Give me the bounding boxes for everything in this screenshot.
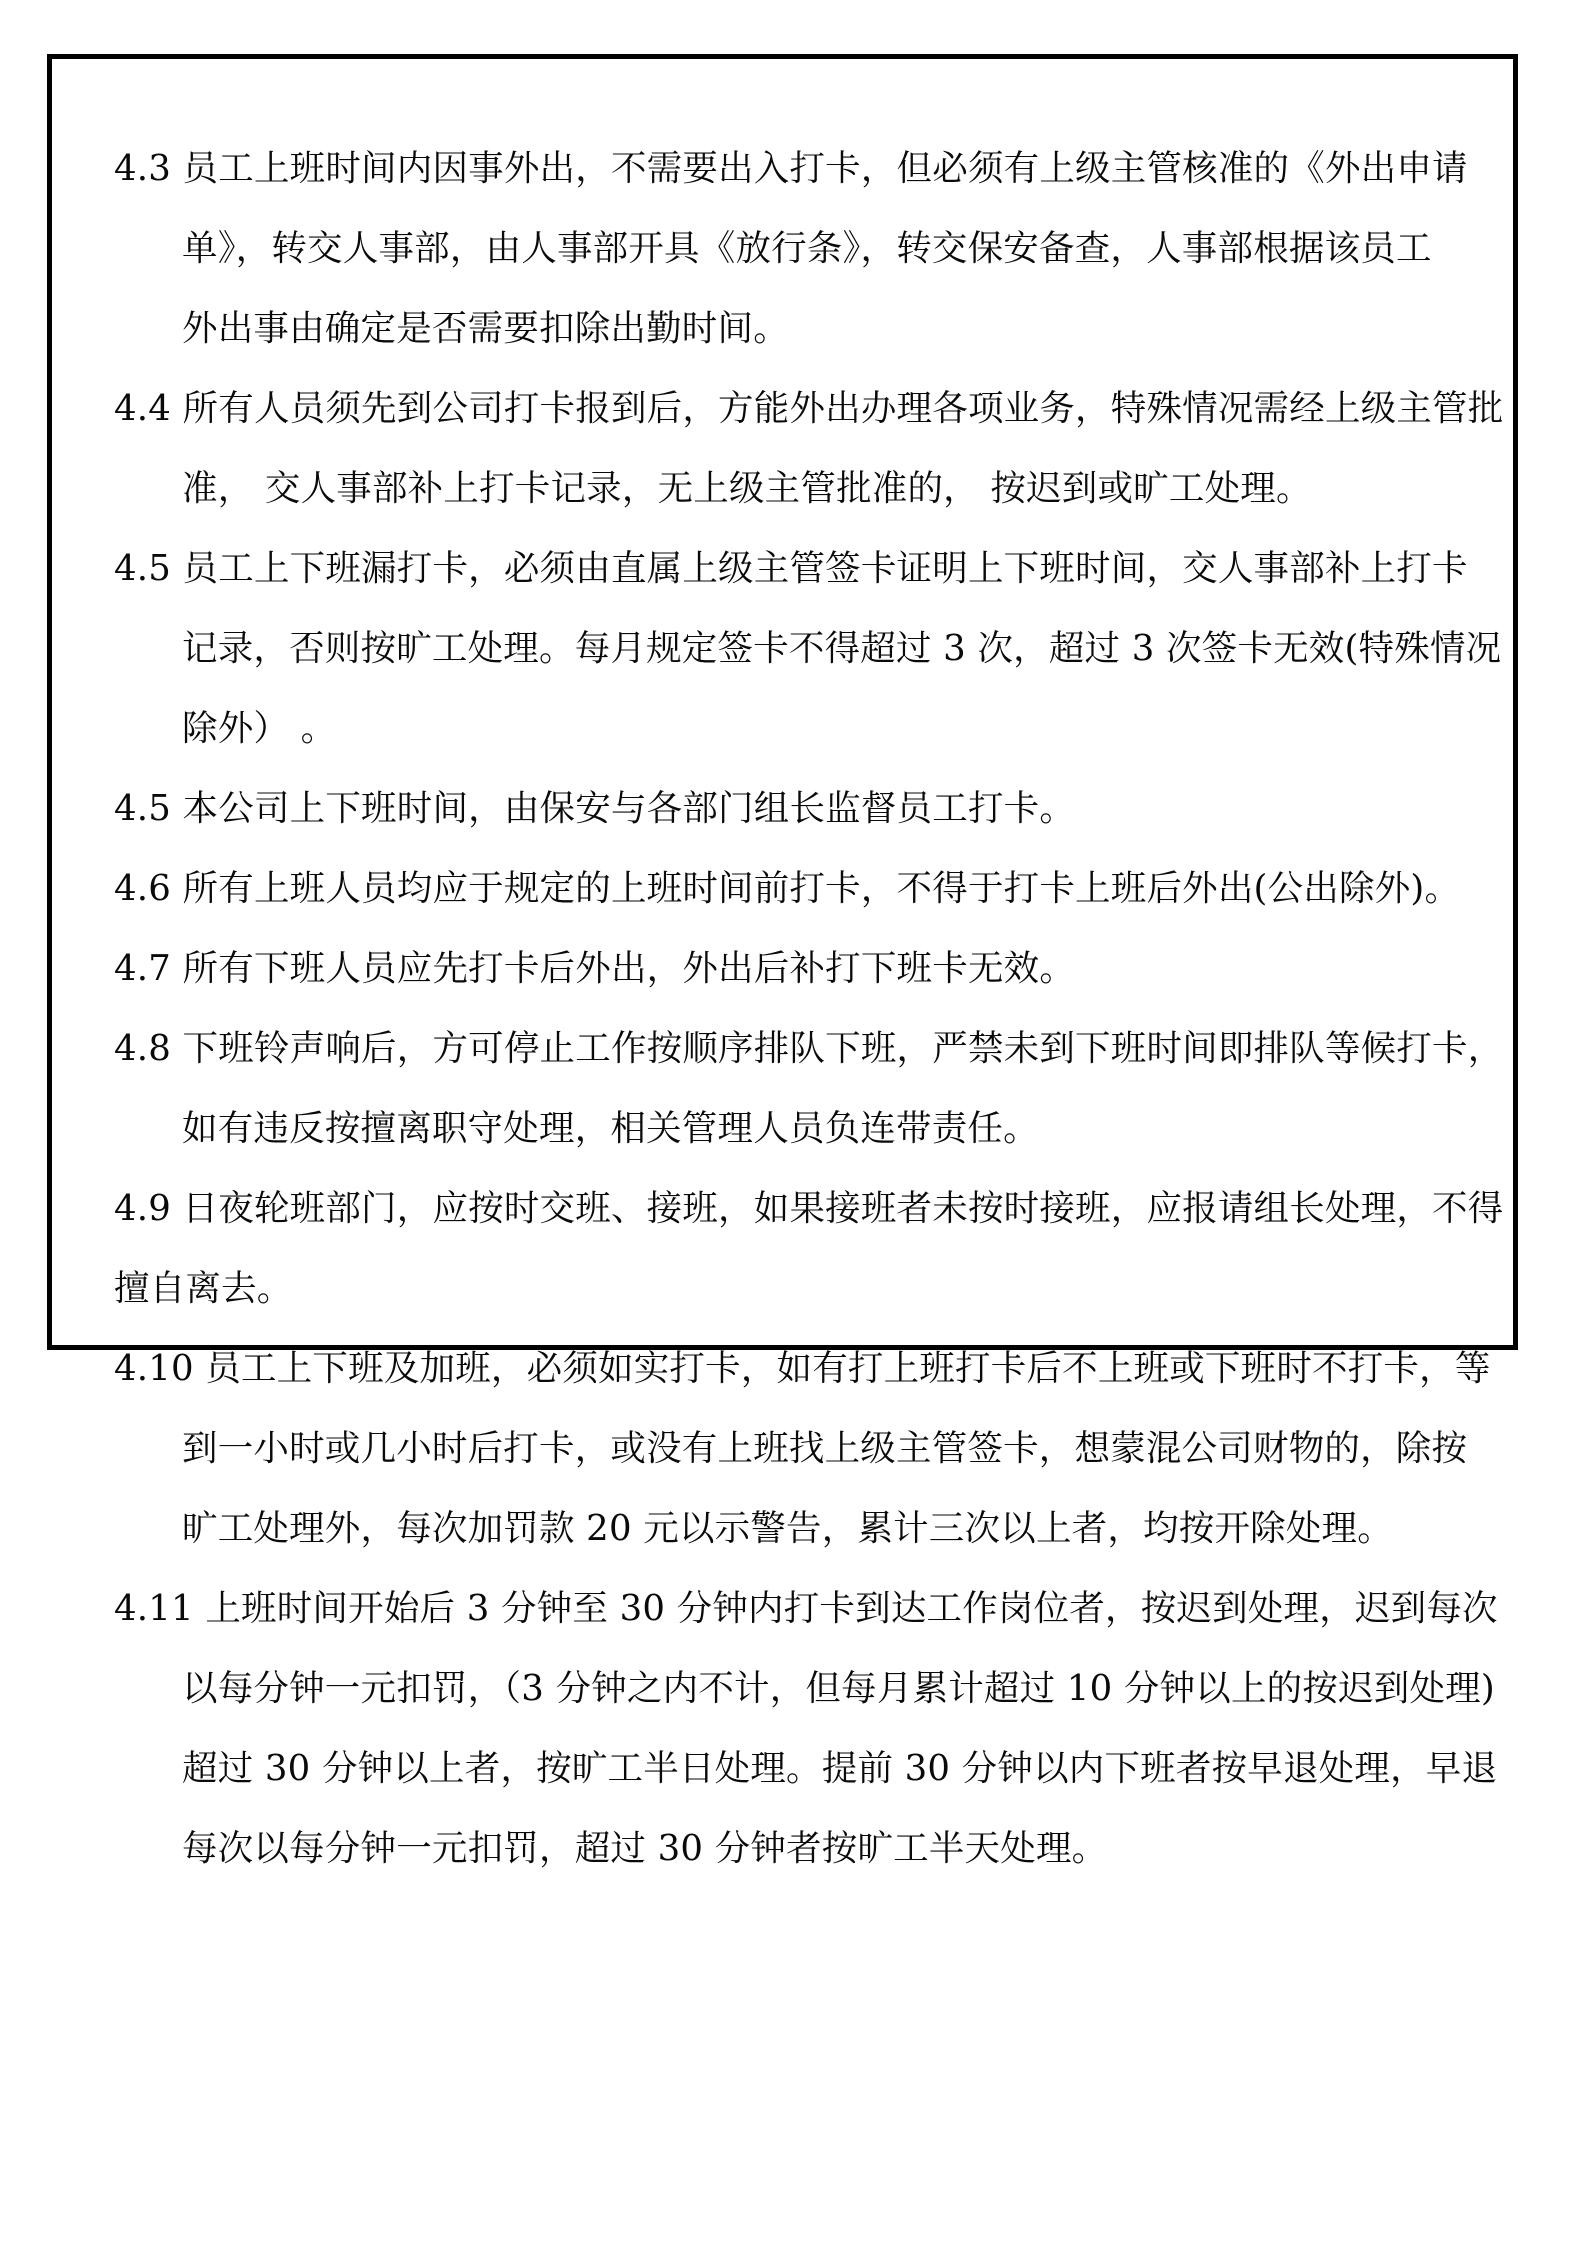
document-border-box [47,54,1518,1869]
clause-line: 如有违反按擅离职守处理，相关管理人员负连带责任。 [182,1108,1039,1149]
clause-line: 单》，转交人事部，由人事部开具《放行条》，转交保安备查，人事部根据该员工 [182,228,1432,269]
clause-line: 4.5 员工上下班漏打卡，必须由直属上级主管签卡证明上下班时间，交人事部补上打卡 [114,548,1468,589]
clause-line: 外出事由确定是否需要扣除出勤时间。 [182,308,789,349]
clause-4.5 [114,529,1554,769]
clause-line: 超过 30 分钟以上者，按旷工半日处理。提前 30 分钟以内下班者按早退处理，早退 [182,1748,1498,1789]
clause-line: 4.8 下班铃声响后，方可停止工作按顺序排队下班，严禁未到下班时间即排队等候打卡， [114,1028,1504,1069]
clause-4.11 [114,1569,1554,1889]
clause-line: 除外） 。 [182,708,337,749]
clause-4.4 [114,369,1554,529]
clause-line: 准， 交人事部补上打卡记录，无上级主管批准的， 按迟到或旷工处理。 [182,468,1312,509]
clause-line: 擅自离去。 [114,1268,293,1309]
clause-4.10 [114,1329,1554,1569]
clause-line: 4.7 所有下班人员应先打卡后外出，外出后补打下班卡无效。 [114,948,1076,989]
clause-4.7 [114,929,1554,1009]
clause-line: 4.5 本公司上下班时间，由保安与各部门组长监督员工打卡。 [114,788,1076,829]
clause-line: 旷工处理外，每次加罚款 20 元以示警告，累计三次以上者，均按开除处理。 [182,1508,1393,1549]
clause-line: 记录，否则按旷工处理。每月规定签卡不得超过 3 次，超过 3 次签卡无效(特殊情况 [182,628,1502,669]
clause-line: 4.9 日夜轮班部门，应按时交班、接班，如果接班者未按时接班，应报请组长处理，不得 [114,1188,1504,1229]
clause-4.9 [114,1169,1554,1329]
clause-line: 4.3 员工上班时间内因事外出，不需要出入打卡，但必须有上级主管核准的《外出申请 [114,148,1468,189]
clause-line: 到一小时或几小时后打卡，或没有上班找上级主管签卡，想蒙混公司财物的，除按 [182,1428,1468,1469]
clause-line: 4.10 员工上下班及加班，必须如实打卡，如有打上班打卡后不上班或下班时不打卡，等 [114,1348,1491,1389]
document-text-body [114,129,1554,1889]
clause-4.8 [114,1009,1554,1169]
clause-line: 4.6 所有上班人员均应于规定的上班时间前打卡，不得于打卡上班后外出(公出除外)。 [114,868,1461,909]
clause-4.3 [114,129,1554,369]
clause-line: 每次以每分钟一元扣罚，超过 30 分钟者按旷工半天处理。 [182,1828,1108,1869]
clause-line: 以每分钟一元扣罚，（3 分钟之内不计，但每月累计超过 10 分钟以上的按迟到处理) [182,1668,1495,1709]
clause-4.5b [114,769,1554,849]
clause-line: 4.11 上班时间开始后 3 分钟至 30 分钟内打卡到达工作岗位者，按迟到处理，迟到每次 [114,1588,1498,1629]
clause-line: 4.4 所有人员须先到公司打卡报到后，方能外出办理各项业务，特殊情况需经上级主管批 [114,388,1504,429]
clause-4.6 [114,849,1554,929]
